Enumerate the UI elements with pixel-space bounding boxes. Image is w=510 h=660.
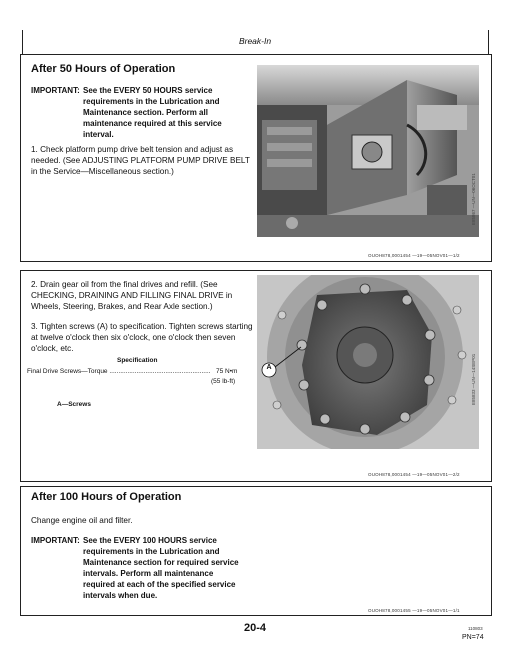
- running-header: Break-In: [238, 36, 272, 46]
- step-2: 2. Drain gear oil from the final drives and refill. (See CHECKING, DRAINING AND FILLING FINAL DRIVE in Wheels, Steering, Brakes, and Rear Axle section.): [31, 280, 233, 311]
- final-drive-photo: [257, 275, 479, 449]
- section-heading: After 100 Hours of Operation: [31, 491, 182, 503]
- pn-number: PN=74: [462, 634, 484, 641]
- step-1: 1. Check platform pump drive belt tension and adjust as needed. (See ADJUSTING PLATFORM PUMP DRIVE BELT in the Service—Miscellaneous section.): [31, 145, 250, 176]
- important-label: IMPORTANT:: [31, 536, 80, 545]
- pump-drive-illustration: [257, 65, 479, 237]
- section-final-drives: [20, 270, 492, 482]
- reference-code: OUOH878,0001455 —19—05NOV01—1/1: [368, 608, 460, 613]
- section-100-hours: [20, 486, 492, 616]
- important-text: See the EVERY 100 HOURS service requirements in the Lubrication and Maintenance section for required service intervals. Perform all maintenance required at each of the specified service intervals when due.: [83, 536, 239, 600]
- legend-screws: A—Screws: [57, 401, 91, 408]
- body-text: Change engine oil and filter.: [31, 516, 133, 525]
- step-3: 3. Tighten screws (A) to specification. Tighten screws starting at twelve o'clock then six o'clock, one o'clock then seven o'clock, etc.: [31, 322, 253, 353]
- spec-row-label: [27, 368, 211, 375]
- section-heading: After 50 Hours of Operation: [31, 63, 176, 75]
- spec-value-alt: (55 lb-ft): [211, 378, 236, 385]
- section-50-hours: [20, 54, 492, 262]
- spec-title: Specification: [117, 357, 158, 364]
- important-label: IMPORTANT:: [31, 86, 80, 95]
- important-text: See the EVERY 50 HOURS service requirements in the Lubrication and Maintenance section. Perform all maintenance required at this service interval.: [83, 86, 222, 139]
- callout-a: A: [266, 364, 272, 371]
- final-drive-illustration: [257, 275, 479, 449]
- pump-drive-photo: [257, 65, 479, 237]
- reference-code: OUOH878,0001454 —19—05NOV01—1/2: [368, 253, 460, 258]
- footer-code: 110803: [468, 626, 483, 631]
- spec-label-text: Final Drive Screws—Torque: [27, 368, 108, 375]
- spec-leader-dots: ........................................................: [107, 368, 211, 375]
- page-number: 20-4: [243, 622, 267, 634]
- reference-code: OUOH878,0001454 —19—05NOV01—2/2: [368, 472, 460, 477]
- photo-code: E85867 —UN—06OCT01: [471, 173, 476, 225]
- photo-code: E85833 —UN—14SEP01: [471, 353, 476, 405]
- spec-value: 75 N•m: [216, 368, 238, 375]
